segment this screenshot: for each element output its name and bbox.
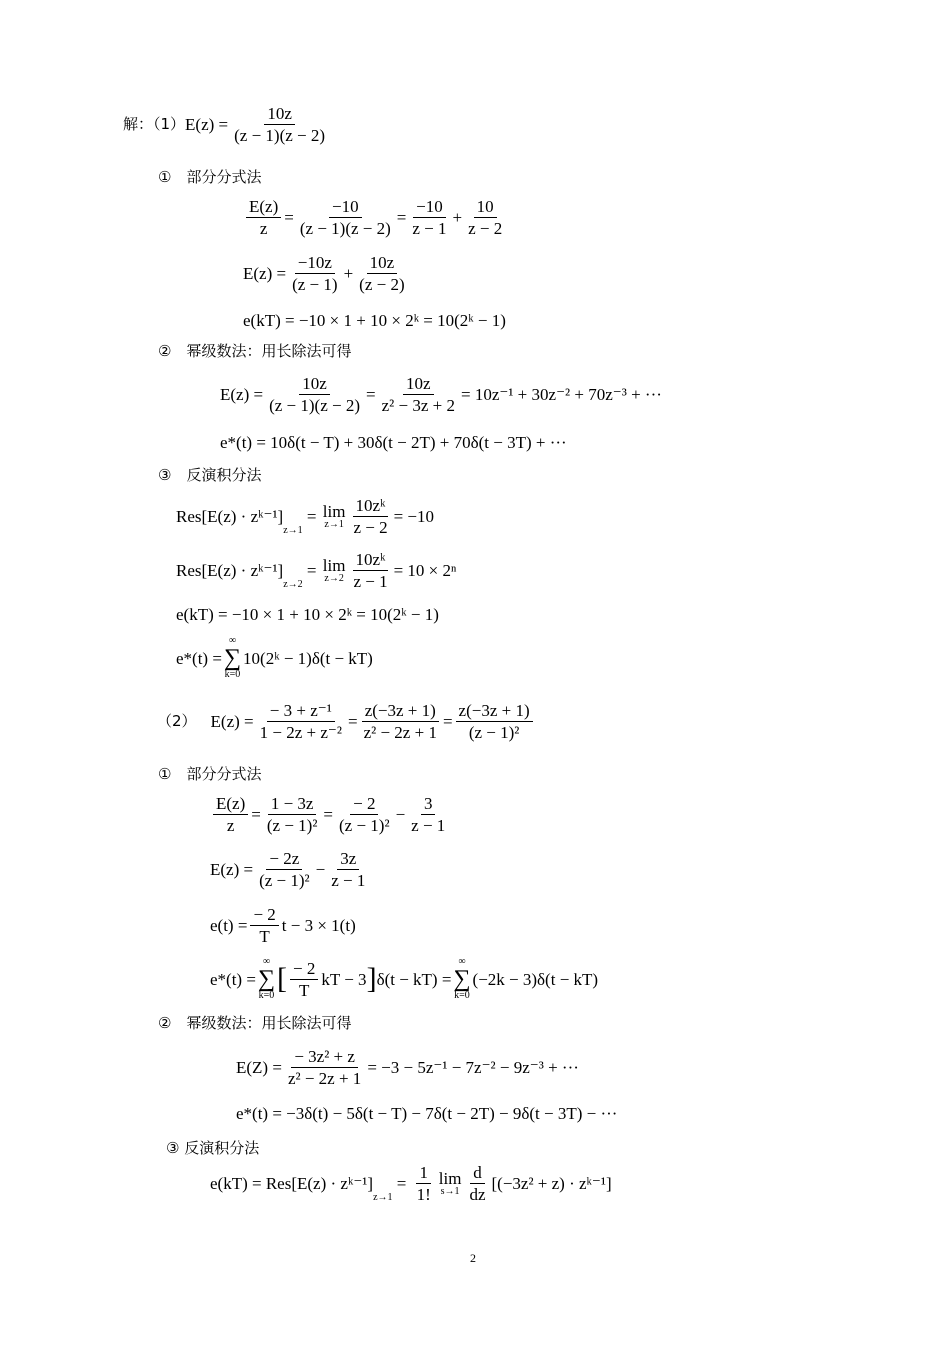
part2-method2-title: ② 幂级数法：用长除法可得 [158, 1014, 352, 1032]
part2-m2-line1: E(Z) = $\frac{\text{− 3z² + z}}{\text{z² − 2z + 1}}$ = −3 − 5z⁻¹ − 7z⁻² − 9z⁻³ + ··· [236, 1047, 579, 1088]
part1-method3-title: ③ 反演积分法 [158, 466, 262, 484]
part1-definition [123, 105, 331, 144]
summation-symbol: ∞ ∑ k=0 [223, 635, 242, 680]
part1-method2-title: ② 幂级数法：用长除法可得 [158, 342, 352, 360]
part1-m3-line2: Res[E(z) · zᵏ⁻¹] z→2 = lim z→2 $\frac{\text{10zᵏ}}{z - 1}$ = 10 × 2ⁿ [176, 550, 457, 591]
part2-m2-line2: e*(t) = −3δ(t) − 5δ(t − T) − 7δ(t − 2T) − 9δ(t − 3T) − ··· [236, 1104, 618, 1123]
part1-m1-line3: e(kT) = −10 × 1 + 10 × 2ᵏ = 10(2ᵏ − 1) [243, 311, 506, 330]
part1-m2-line1: E(z) = $\frac{10z}{(z - 1)(z - 2)}$ = $\frac{10z}{\text{z² − 3z + 2}}$ = 10z⁻¹ + 30z⁻² + 70z⁻³ + ··· [220, 374, 662, 415]
part1-m3-line4: e*(t) = ∞ ∑ k=0 10(2ᵏ − 1)δ(t − kT) [176, 635, 373, 680]
part1-e-lhs: E(z) = [185, 115, 229, 134]
summation-symbol: ∞ ∑ k=0 [257, 956, 276, 1001]
part2-m3-line1: e(kT) = Res[E(z) · zᵏ⁻¹] z→1 = $\frac{1}{1!}$ lim s→1 $\frac{d}{dz}$ [(−3z² + z) · zᵏ⁻¹] [210, 1163, 612, 1204]
part1-label: 解：（1） [123, 115, 186, 133]
part1-m3-line3: e(kT) = −10 × 1 + 10 × 2ᵏ = 10(2ᵏ − 1) [176, 605, 439, 624]
part2-m1-line2: E(z) = $\frac{- 2z}{\text{(z − 1)²}}$ − $\frac{3z}{z - 1}$ [210, 849, 366, 890]
part1-m2-line2: e*(t) = 10δ(t − T) + 30δ(t − 2T) + 70δ(t − 3T) + ··· [220, 433, 567, 452]
part2-method3-title: ③ 反演积分法 [166, 1139, 260, 1157]
part2-m1-line3: e(t) = $\frac{- 2}{T}$ t − 3 × 1(t) [210, 905, 356, 946]
part1-m1-line1: $\frac{E(z)}{z}$ = $\frac{-10}{(z - 1)(z - 2)}$ = $\frac{-10}{z - 1}$ + $\frac{10}{z - 2}$ [243, 198, 508, 237]
part1-m3-line1: Res[E(z) · zᵏ⁻¹] z→1 = lim z→1 $\frac{\text{10zᵏ}}{z - 2}$ = −10 [176, 496, 435, 537]
part2-m1-line1: $\frac{E(z)}{z}$ = $\frac{1 - 3z}{\text{(z − 1)²}}$ = $\frac{- 2}{\text{(z − 1)²}}$ − $\frac{3}{z - 1}$ [210, 795, 451, 834]
part2-m1-line4: e*(t) = ∞ ∑ k=0 [ $\frac{- 2}{T}$ kT − 3 ] δ(t − kT) = ∞ ∑ k=0 (−2k − 3)δ(t − kT) [210, 956, 599, 1001]
part1-e-fraction: $\frac{10z}{(z - 1)(z - 2)}$ [234, 104, 326, 145]
page-number: 2 [470, 1251, 476, 1265]
part1-method1-title: ① 部分分式法 [158, 168, 262, 186]
part2-method1-title: ① 部分分式法 [158, 765, 262, 783]
summation-symbol: ∞ ∑ k=0 [453, 956, 471, 1001]
part1-m1-line2: E(z) = $\frac{-10z}{(z - 1)}$ + $\frac{10z}{(z - 2)}$ [243, 253, 405, 294]
part2-label: （2） [157, 712, 197, 730]
part2-definition: （2） E(z) = $\frac{\text{− 3 + z⁻¹}}{\text{1 − 2z + z⁻²}}$ = $\frac{z(-3z + 1)}{\text{z² − 2z + 1}}$ = $\frac{z(-3z + 1)}{\text{(z − 1)²}}$ [157, 702, 536, 741]
